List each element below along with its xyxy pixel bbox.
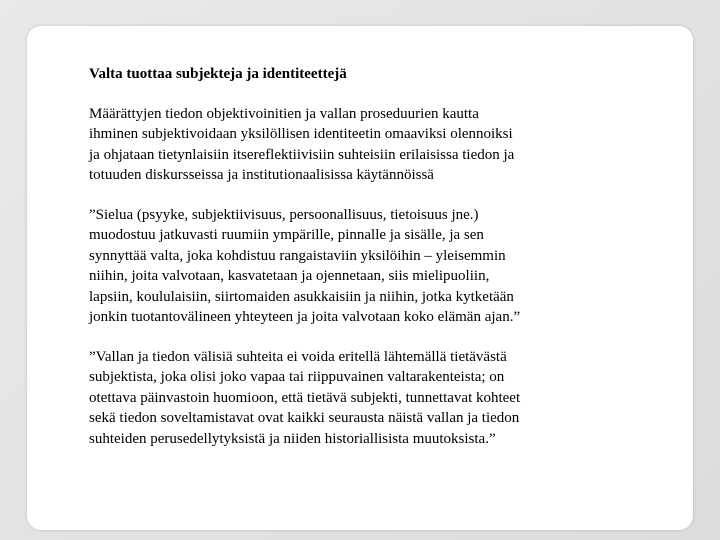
paragraph-line: Määrättyjen tiedon objektivoinitien ja vallan proseduurien kautta (89, 105, 479, 122)
paragraph-line: sekä tiedon soveltamistavat ovat kaikki seurausta näistä vallan ja tiedon (89, 410, 520, 426)
paragraph-2-quote (89, 205, 649, 328)
paragraph-line: ja ohjataan tietynlaisiin itsereflektiivisiin suhteisiin erilaisissa tiedon ja (89, 146, 515, 163)
paragraph-3-quote (89, 347, 649, 450)
paragraph-line: ”Vallan ja tiedon välisiä suhteita ei voida eritellä lähtemällä tietävästä (89, 348, 507, 365)
paragraph-line: otettava päinvastoin huomioon, että tietävä subjekti, tunnettavat kohteet (89, 389, 521, 406)
slide-title: Valta tuottaa subjekteja ja identiteettejä (89, 66, 347, 82)
paragraph-line: suhteiden perusedellytyksistä ja niiden historiallisista muutoksista.” (89, 430, 496, 447)
slide-content (89, 64, 649, 468)
paragraph-line: muodostuu jatkuvasti ruumiin ympärille, pinnalle ja sisälle, ja sen (89, 227, 484, 243)
slide-card (27, 26, 693, 530)
paragraph-1 (89, 104, 649, 186)
paragraph-line: niihin, joita valvotaan, kasvatetaan ja ojennetaan, siis mielipuoliin, (89, 268, 490, 284)
paragraph-line: subjektista, joka olisi joko vapaa tai riippuvainen valtarakenteista; on (89, 369, 505, 385)
paragraph-line: jonkin tuotantovälineen yhteyteen ja joita valvotaan koko elämän ajan.” (89, 309, 521, 325)
paragraph-line: totuuden diskursseissa ja institutionaalisissa käytännöissä (89, 167, 434, 183)
paragraph-line: ”Sielua (psyyke, subjektiivisuus, persoonallisuus, tietoisuus jne.) (89, 206, 479, 223)
paragraph-line: ihminen subjektivoidaan yksilöllisen identiteetin omaaviksi olennoiksi (89, 126, 513, 142)
paragraph-line: synnyttää valta, joka kohdistuu rangaistaviin yksilöihin – yleisemmin (89, 247, 506, 264)
paragraph-line: lapsiin, koululaisiin, siirtomaiden asukkaisiin ja niihin, jotka kytketään (89, 288, 514, 305)
